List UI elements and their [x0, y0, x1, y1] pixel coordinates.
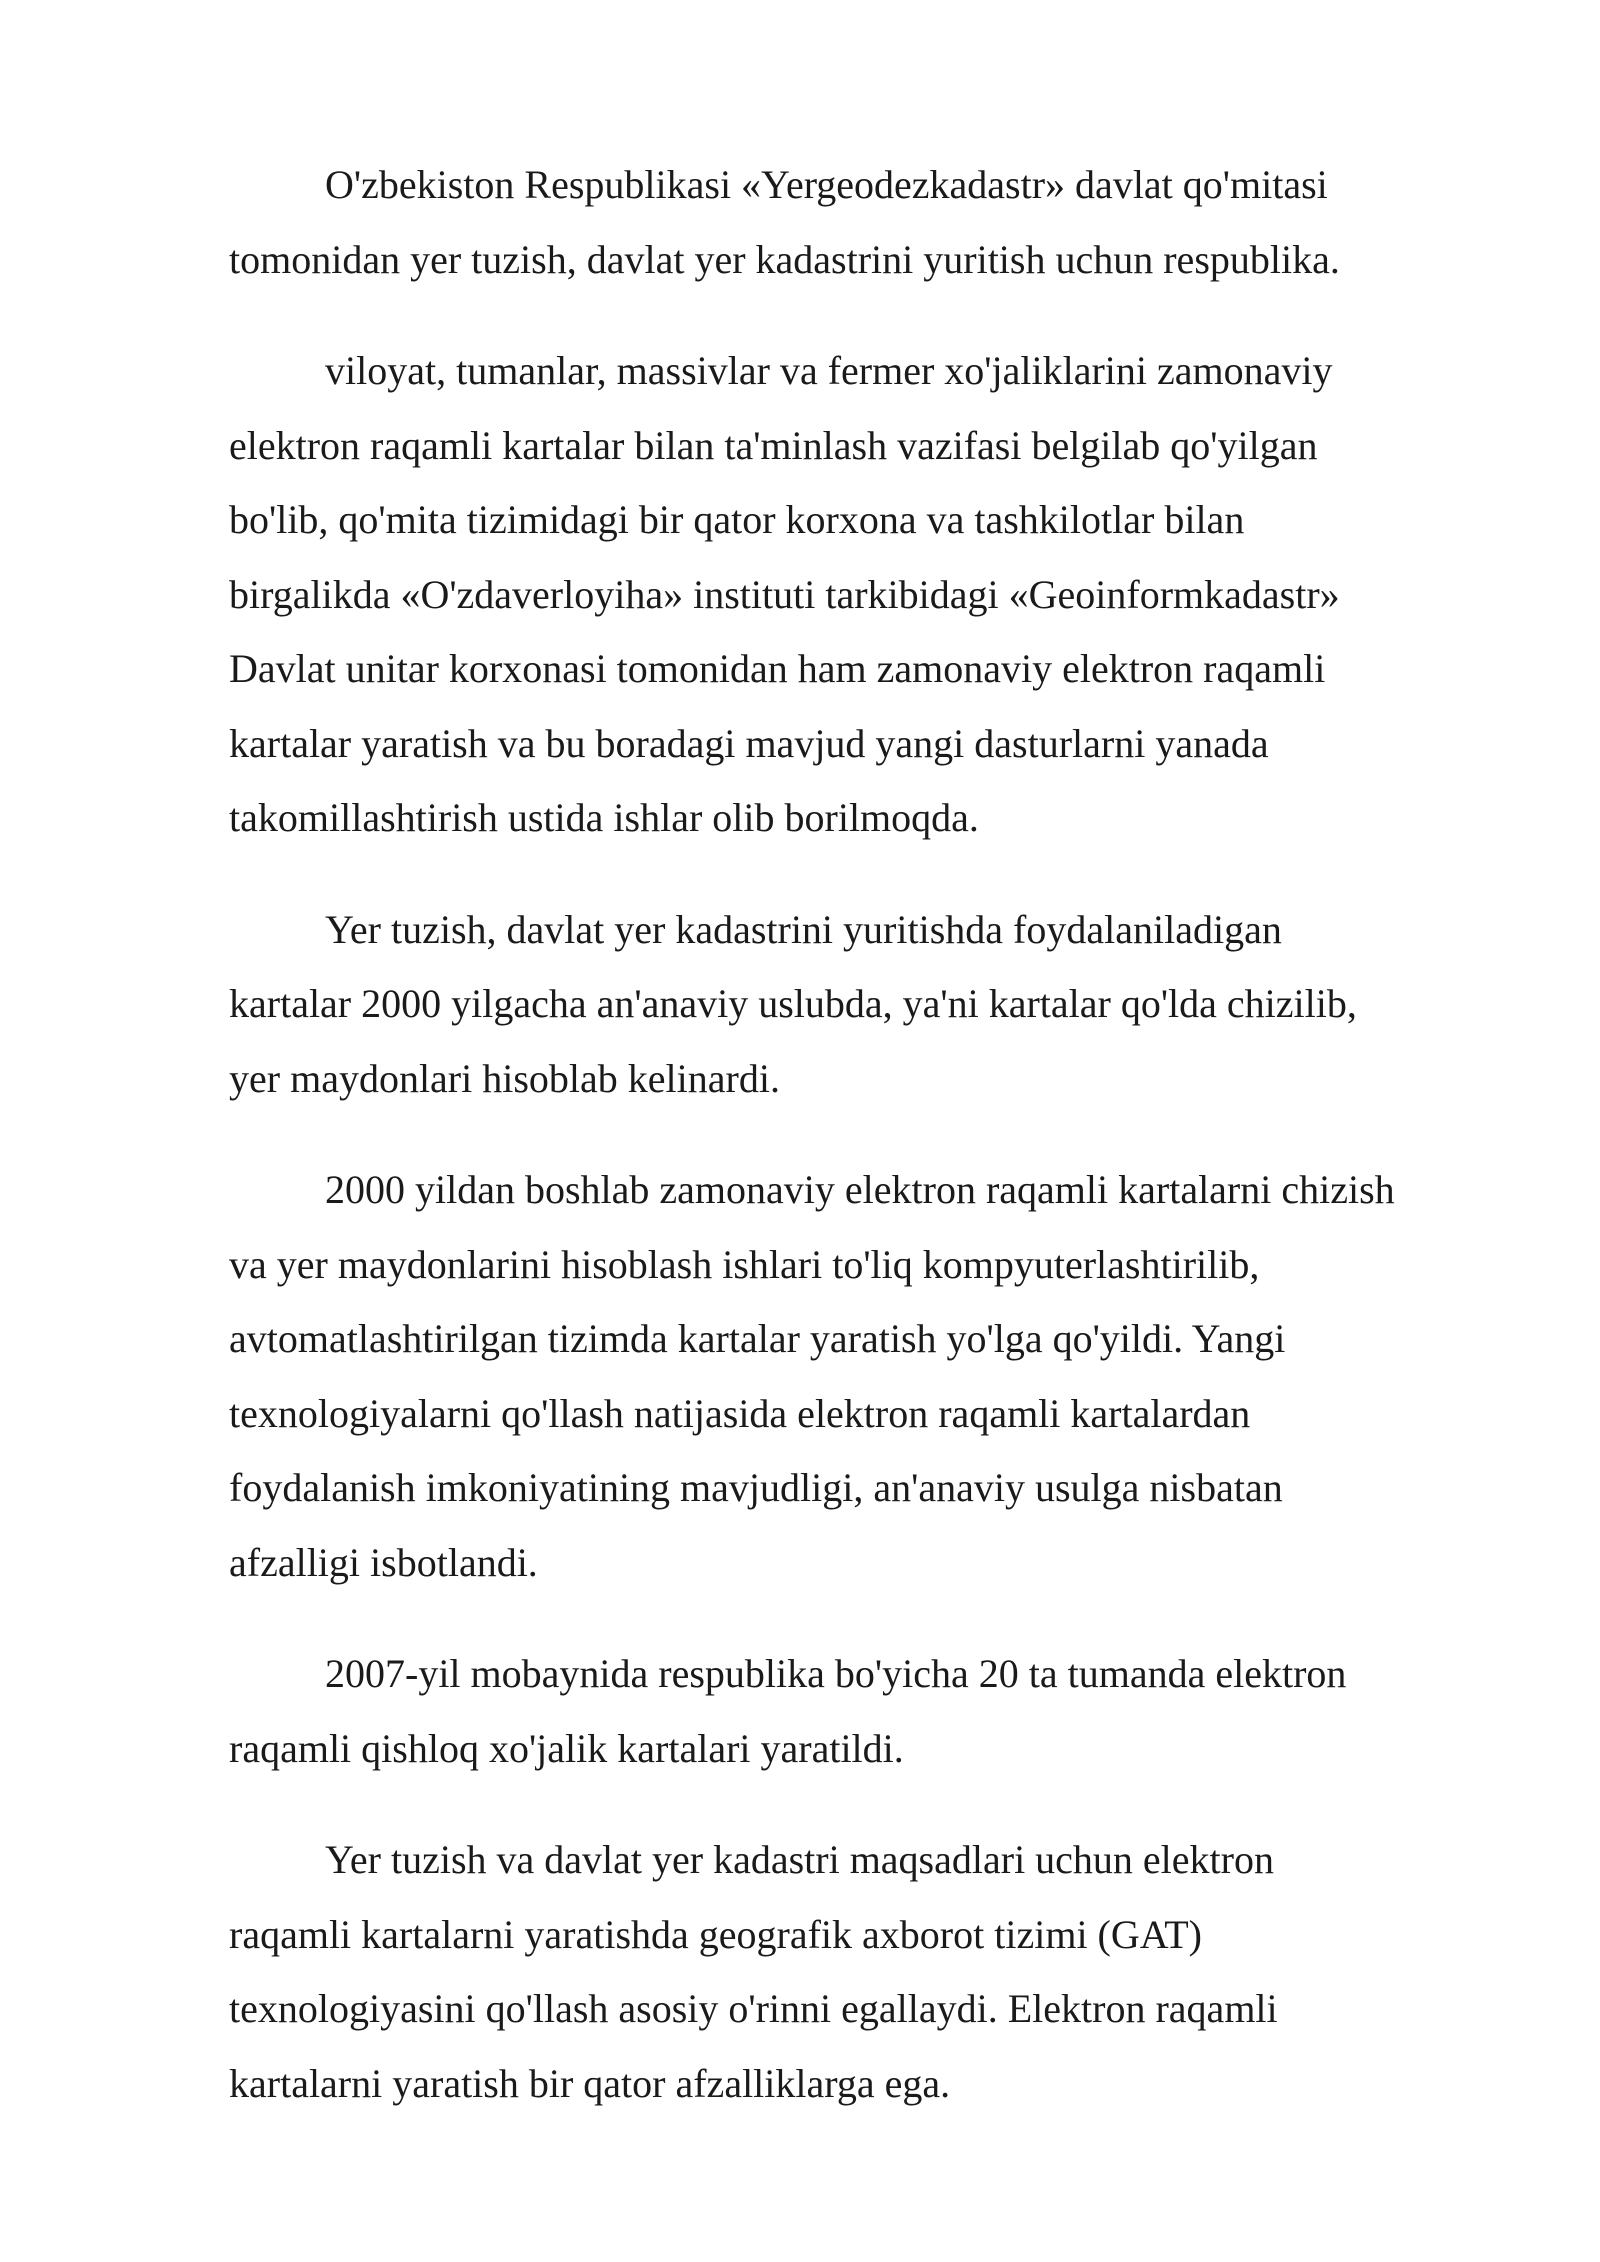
paragraph-line: birgalikda «O'zdaverloyiha» instituti tarkibidagi «Geoinformkadastr» — [229, 571, 1340, 617]
paragraph-line: texnologiyalarni qo'llash natijasida elektron raqamli kartalardan — [229, 1390, 1251, 1436]
document-body — [229, 148, 1489, 2158]
paragraph-2 — [229, 334, 1489, 856]
paragraph-5 — [229, 1637, 1489, 1786]
paragraph-line: raqamli qishloq xo'jalik kartalari yaratildi. — [229, 1725, 904, 1771]
paragraph-line: viloyat, tumanlar, massivlar va fermer xo'jaliklarini zamonaviy — [325, 348, 1333, 393]
paragraph-line: kartalar 2000 yilgacha an'anaviy uslubda, ya'ni kartalar qo'lda chizilib, — [229, 981, 1357, 1026]
paragraph-6 — [229, 1823, 1489, 2121]
paragraph-line: kartalar yaratish va bu boradagi mavjud yangi dasturlarni yanada — [229, 720, 1269, 766]
paragraph-line: Yer tuzish, davlat yer kadastrini yuritishda foydalaniladigan — [325, 906, 1282, 952]
paragraph-line: raqamli kartalarni yaratishda geografik axborot tizimi (GAT) — [229, 1911, 1202, 1957]
paragraph-line: yer maydonlari hisoblab kelinardi. — [229, 1055, 780, 1101]
paragraph-line: texnologiyasini qo'llash asosiy o'rinni egallaydi. Elektron raqamli — [229, 1986, 1278, 2031]
paragraph-line: Yer tuzish va davlat yer kadastri maqsadlari uchun elektron — [325, 1837, 1274, 1882]
paragraph-line: elektron raqamli kartalar bilan ta'minlash vazifasi belgilab qo'yilgan — [229, 422, 1318, 468]
paragraph-3 — [229, 893, 1489, 1117]
paragraph-line: avtomatlashtirilgan tizimda kartalar yaratish yo'lga qo'yildi. Yangi — [229, 1316, 1286, 1361]
paragraph-line: va yer maydonlarini hisoblash ishlari to'liq kompyuterlashtirilib, — [229, 1241, 1260, 1287]
paragraph-1 — [229, 148, 1489, 297]
paragraph-line: takomillashtirish ustida ishlar olib borilmoqda. — [229, 795, 979, 840]
paragraph-line: foydalanish imkoniyatining mavjudligi, an'anaviy usulga nisbatan — [229, 1465, 1283, 1510]
paragraph-line: kartalarni yaratish bir qator afzalliklarga ega. — [229, 2060, 951, 2106]
paragraph-line: 2007-yil mobaynida respublika bo'yicha 20 ta tumanda elektron — [325, 1651, 1347, 1696]
paragraph-4 — [229, 1153, 1489, 1600]
paragraph-line: tomonidan yer tuzish, davlat yer kadastrini yuritish uchun respublika. — [229, 236, 1340, 282]
paragraph-line: 2000 yildan boshlab zamonaviy elektron raqamli kartalarni chizish — [325, 1167, 1395, 1212]
paragraph-line: Davlat unitar korxonasi tomonidan ham zamonaviy elektron raqamli — [229, 646, 1326, 691]
paragraph-line: O'zbekiston Respublikasi «Yergeodezkadastr» davlat qo'mitasi — [325, 162, 1328, 207]
paragraph-line: bo'lib, qo'mita tizimidagi bir qator korxona va tashkilotlar bilan — [229, 497, 1245, 542]
paragraph-line: afzalligi isbotlandi. — [229, 1539, 538, 1585]
